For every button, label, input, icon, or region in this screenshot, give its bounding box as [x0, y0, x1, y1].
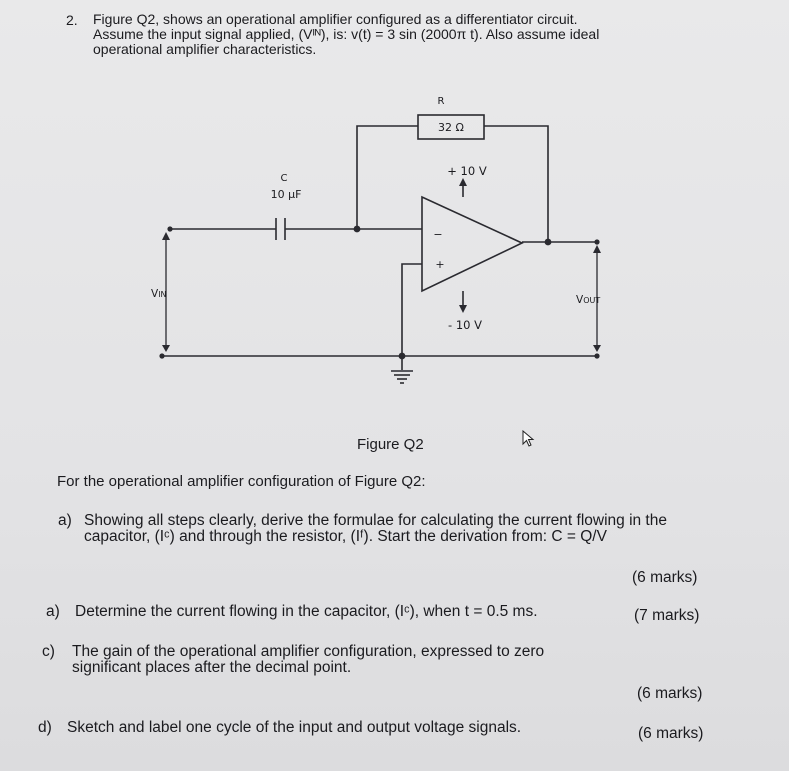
part-c-line-1: The gain of the operational amplifier configuration, expressed to zero	[72, 643, 545, 660]
vout-arrow-tail	[593, 345, 601, 352]
capacitor-label: C	[280, 173, 288, 184]
resistor-value: 32 Ω	[438, 121, 464, 134]
part-d-line-1: Sketch and label one cycle of the input and output voltage signals.	[67, 719, 522, 736]
vout-arrow-head	[593, 245, 601, 253]
part-c-line-2: significant places after the decimal point.	[72, 659, 352, 676]
junction-dot-output	[545, 239, 552, 246]
figure-caption: Figure Q2	[357, 436, 424, 453]
inverting-input-sign: −	[433, 228, 443, 241]
intro-line-1: Figure Q2, shows an operational amplifier configured as a differentiator circuit.	[93, 11, 578, 27]
part-d-label: d)	[38, 719, 52, 736]
vout-label: VOUT	[576, 294, 601, 306]
intro-line-3: operational amplifier characteristics.	[93, 41, 317, 57]
noninverting-input-sign: +	[435, 258, 445, 271]
part-d-marks: (6 marks)	[638, 725, 704, 742]
mouse-pointer-icon	[522, 430, 536, 448]
part-a-marks: (6 marks)	[632, 569, 698, 586]
part-a-line-2: capacitor, (Iᶜ) and through the resistor, (Iᶠ). Start the derivation from: C = Q/V	[84, 528, 607, 545]
vout-terminal-bottom	[594, 353, 599, 358]
negative-supply-label: - 10 V	[448, 318, 482, 332]
op-amp-triangle	[422, 197, 522, 291]
vin-terminal-top	[167, 226, 172, 231]
intro-line-2: Assume the input signal applied, (Vᴵᴺ), is: v(t) = 3 sin (2000π t). Also assume ideal	[93, 26, 600, 42]
vout-terminal-top	[594, 239, 599, 244]
positive-supply-label: + 10 V	[447, 164, 487, 178]
part-c-marks: (6 marks)	[637, 685, 703, 702]
feedback-wire-right	[484, 126, 548, 242]
vin-arrow-head	[162, 232, 170, 240]
negative-supply-arrow	[459, 305, 467, 313]
vin-arrow-tail	[162, 345, 170, 352]
noninverting-wire	[402, 264, 422, 356]
vin-terminal-bottom	[159, 353, 164, 358]
positive-supply-arrow	[459, 178, 467, 186]
junction-dot-inverting	[354, 226, 361, 233]
lead-in: For the operational amplifier configuration of Figure Q2:	[57, 473, 426, 490]
question-number: 2.	[66, 12, 78, 28]
part-a-label: a)	[58, 512, 72, 529]
resistor-label: R	[437, 96, 445, 107]
capacitor-value: 10 µF	[270, 188, 302, 201]
part-c-label: c)	[42, 643, 55, 660]
vin-label: VIN	[151, 288, 167, 300]
part-b-label: a)	[46, 603, 60, 620]
part-a-line-1: Showing all steps clearly, derive the formulae for calculating the current flowing in the	[84, 512, 667, 529]
feedback-wire-left	[357, 126, 418, 229]
part-b-marks: (7 marks)	[634, 607, 700, 624]
junction-dot-ground	[399, 353, 406, 360]
part-b-line-1: Determine the current flowing in the capacitor, (Iᶜ), when t = 0.5 ms.	[75, 603, 538, 620]
